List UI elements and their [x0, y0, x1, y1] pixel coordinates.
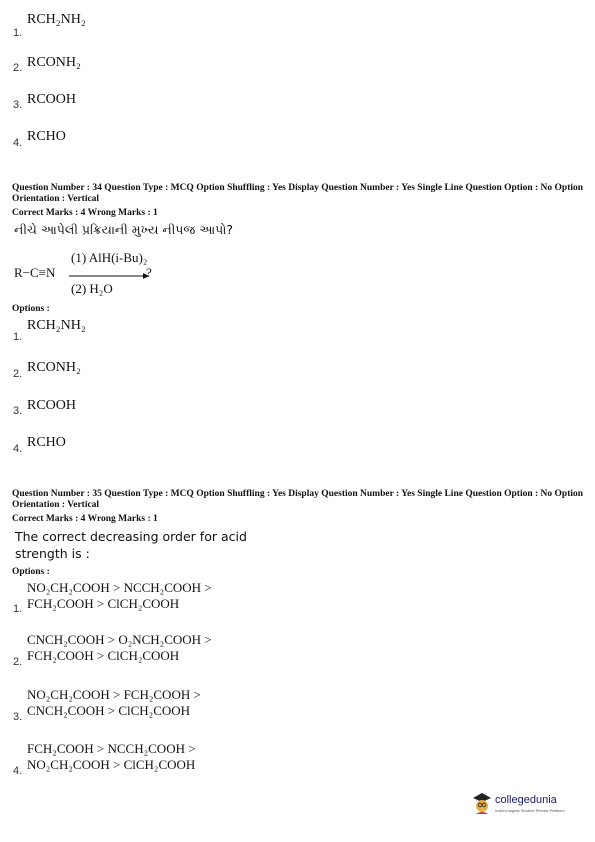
reaction-scheme: [14, 250, 214, 300]
option-text: RCOOH: [27, 92, 77, 107]
question-text: નીચે આપેલી પ્રક્રિયાની મુખ્ય નીપજ આપો?: [14, 222, 233, 237]
reagent-top: (1) AlH(i-Bu)₂: [71, 250, 148, 265]
logo-tagline: India's largest Student Review Platform: [495, 808, 565, 813]
option-line: CNCH₂COOH > ClCH₂COOH: [27, 703, 191, 718]
reagent-bottom: (2) H₂O: [71, 281, 113, 296]
option-text: RCH₂NH₂: [27, 12, 86, 27]
logo-wordmark: collegedunia: [495, 794, 557, 806]
option-text: RCHO: [27, 435, 66, 450]
option-number: 1.: [13, 603, 23, 615]
option-line: FCH₂COOH > ClCH₂COOH: [27, 648, 180, 663]
option-number: 2.: [13, 368, 23, 380]
option-text: RCONH₂: [27, 360, 81, 375]
option-text: RCONH₂: [27, 55, 81, 70]
product: ?: [146, 265, 152, 280]
option-number: 4.: [13, 137, 23, 149]
option-number: 3.: [13, 405, 23, 417]
option-line: FCH₂COOH > ClCH₂COOH: [27, 596, 180, 611]
marks-line: Correct Marks : 4 Wrong Marks : 1: [12, 208, 158, 218]
option-line: NO₂CH₂COOH > NCCH₂COOH >: [27, 580, 212, 595]
option-number: 4.: [13, 765, 23, 777]
option-line: NO₂CH₂COOH > FCH₂COOH >: [27, 687, 201, 702]
collegedunia-logo: [471, 792, 566, 820]
option-line: FCH₂COOH > NCCH₂COOH >: [27, 741, 196, 756]
question-line: The correct decreasing order for acid: [15, 529, 247, 544]
option-text: RCHO: [27, 129, 66, 144]
reaction-arrow: [69, 272, 149, 280]
reactant: R−C≡N: [14, 265, 56, 280]
option-number: 1.: [13, 331, 23, 343]
option-text: RCH₂NH₂: [27, 318, 86, 333]
option-number: 3.: [13, 99, 23, 111]
question-header: Question Number : 35 Question Type : MCQ Option Shuffling : Yes Display Question Number : Yes Single Line Question Option : No Option Orientation : Vertical: [12, 489, 584, 510]
question-line: strength is :: [15, 546, 90, 561]
marks-line: Correct Marks : 4 Wrong Marks : 1: [12, 514, 158, 524]
option-number: 4.: [13, 443, 23, 455]
option-line: CNCH₂COOH > O₂NCH₂COOH >: [27, 632, 212, 647]
option-number: 2.: [13, 62, 23, 74]
question-header: Question Number : 34 Question Type : MCQ Option Shuffling : Yes Display Question Number : Yes Single Line Question Option : No Option Orientation : Vertical: [12, 183, 584, 204]
option-line: NO₂CH₂COOH > ClCH₂COOH: [27, 757, 196, 772]
options-label: Options :: [12, 567, 50, 577]
options-label: Options :: [12, 304, 50, 314]
option-number: 2.: [13, 656, 23, 668]
graduate-mascot-icon: [471, 792, 493, 816]
option-number: 1.: [13, 27, 23, 39]
option-number: 3.: [13, 711, 23, 723]
option-text: RCOOH: [27, 398, 77, 413]
